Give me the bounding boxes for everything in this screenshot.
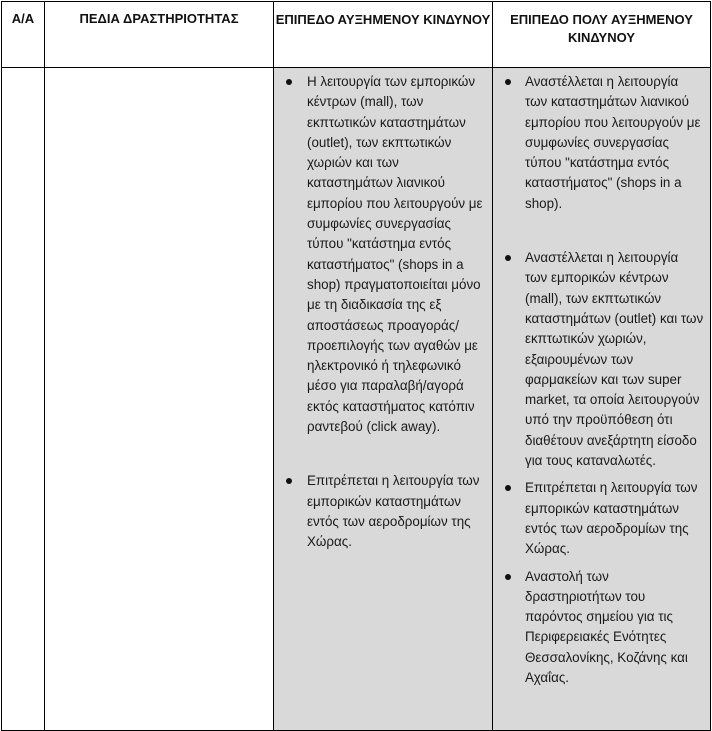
list-item <box>525 72 704 214</box>
header-aa: Α/Α <box>2 2 45 68</box>
cell-activity-field <box>45 68 274 731</box>
bullet-icon <box>505 485 511 491</box>
header-elevated-risk <box>274 2 493 68</box>
header-very-elevated-risk-text: ΕΠΙΠΕΔΟ ΠΟΛΥ ΑΥΞΗΜΕΝΟΥ ΚΙΝΔΥΝΟΥ <box>510 12 693 45</box>
cell-aa <box>2 68 45 731</box>
list-item <box>525 567 704 689</box>
bullet-icon <box>505 79 511 85</box>
regulation-table <box>1 1 711 731</box>
bullet-icon <box>505 574 511 580</box>
bullet-icon <box>286 79 292 85</box>
list-item <box>525 248 704 471</box>
bullet-icon <box>505 255 511 261</box>
list-item-text: Επιτρέπεται η λειτουργία των εμπορικών καταστημάτων εντός των αεροδρομίων της Χώρας. <box>525 480 698 557</box>
header-activity-fields: ΠΕΔΙΑ ΔΡΑΣΤΗΡΙΟΤΗΤΑΣ <box>45 2 274 68</box>
cell-very-elevated-risk <box>493 68 711 731</box>
list-item-text: Η λειτουργία των εμπορικών κέντρων (mall), των εκπτωτικών καταστημάτων (outlet), των εκπτωτικών χωριών και των καταστημάτων λιανικού εμπορίου που λειτουργούν με συμφωνίες συνεργασίας τύπου "κατάστημα εντός καταστήματος" (shops in a shop) πραγματοποιείται μόνο με τη διαδικασία της εξ αποστάσεως προαγοράς/προεπιλογής των αγαθών με ηλεκτρονικό ή τηλεφωνικό μέσο για παραλαβή/αγορά εκτός καταστήματος κατόπιν ραντεβού (click away). <box>307 74 483 435</box>
list-item-text: Αναστέλλεται η λειτουργία των εμπορικών κέντρων (mall), των εκπτωτικών καταστημάτων (outlet) και των εκπτωτικών χωριών, εξαιρουμένων των φαρμακείων και των super market, τα οποία λειτουργούν υπό την προϋπόθεση ότι διαθέτουν ανεξάρτητη είσοδο για τους καταναλωτές. <box>525 250 704 469</box>
table-row <box>2 68 711 731</box>
header-row <box>2 2 711 68</box>
header-very-elevated-risk <box>493 2 711 68</box>
elevated-risk-list <box>274 68 492 553</box>
list-item-text: Αναστέλλεται η λειτουργία των καταστημάτων λιανικού εμπορίου που λειτουργούν με συμφωνίες συνεργασίας τύπου "κατάστημα εντός καταστήματος" (shops in a shop). <box>525 74 701 211</box>
list-item-text: Αναστολή των δραστηριοτήτων του παρόντος σημείου για τις Περιφερειακές Ενότητες Θεσσαλονίκης, Κοζάνης και Αχαΐας. <box>525 568 688 686</box>
header-elevated-risk-text: ΕΠΙΠΕΔΟ ΑΥΞΗΜΕΝΟΥ ΚΙΝΔΥΝΟΥ <box>275 12 491 27</box>
list-item <box>525 478 704 559</box>
cell-elevated-risk <box>274 68 493 731</box>
list-item-text: Επιτρέπεται η λειτουργία των εμπορικών καταστημάτων εντός των αεροδρομίων της Χώρας. <box>307 473 480 550</box>
very-elevated-risk-list <box>493 68 710 688</box>
list-item <box>307 471 484 552</box>
list-item <box>307 72 484 437</box>
bullet-icon <box>286 478 292 484</box>
